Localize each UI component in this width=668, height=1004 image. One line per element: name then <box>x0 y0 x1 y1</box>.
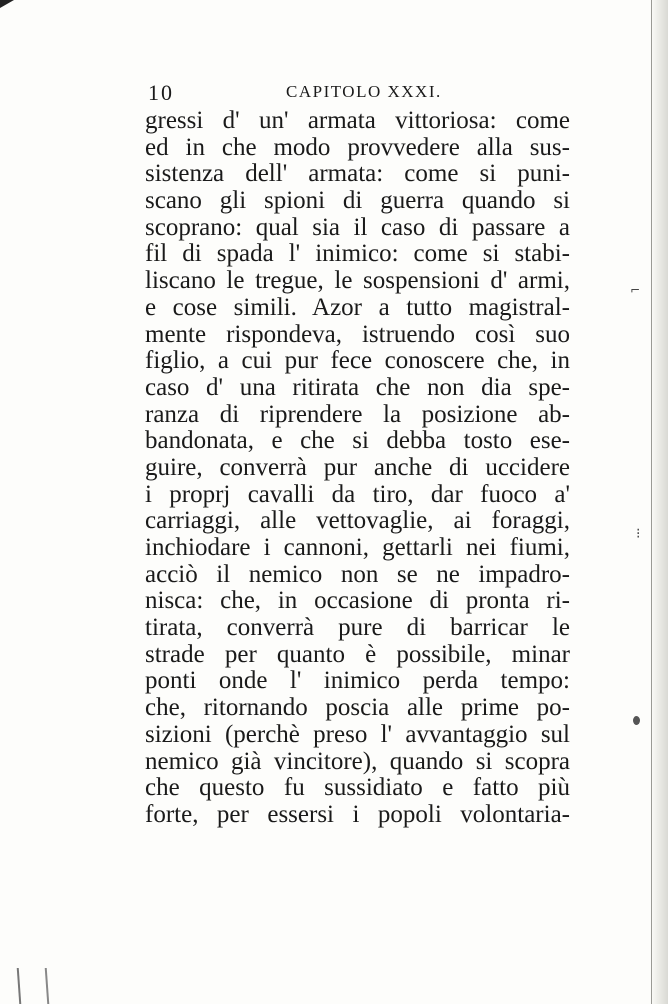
margin-smudge: ⌐ <box>630 283 641 297</box>
text-line: figlio, a cui pur fece conoscere che, in <box>145 348 570 375</box>
text-line: inchiodare i cannoni, gettarli nei fiumi, <box>145 535 570 561</box>
text-line: ranza di riprendere la posizione ab- <box>145 401 570 428</box>
text-line: guire, converrà pur anche di uccidere <box>145 454 570 481</box>
text-line: strade per quanto è possibile, minar <box>145 641 570 668</box>
page-number: 10 <box>148 80 174 105</box>
text-line: nisca: che, in occasione di pronta ri- <box>145 588 570 615</box>
text-line: tirata, converrà pure di barricar le <box>145 615 570 642</box>
text-line: scano gli spioni di guerra quando si <box>145 188 570 215</box>
ink-spot <box>633 716 640 725</box>
body-text <box>145 108 585 829</box>
margin-smudge: ⁝ <box>636 526 641 542</box>
binding-mark <box>17 968 50 1004</box>
text-line: bandonata, e che si debba tosto ese- <box>145 428 570 455</box>
text-line: acciò il nemico non se ne impadro- <box>145 561 570 588</box>
text-line: sizioni (perchè preso l' avvantaggio sul <box>145 721 570 748</box>
page-header <box>148 80 578 108</box>
text-line: carriaggi, alle vettovaglie, ai foraggi, <box>145 508 570 535</box>
text-line: fil di spada l' inimico: come si stabi- <box>145 241 570 268</box>
text-line: mente rispondeva, istruendo così suo <box>145 321 570 348</box>
text-line: liscano le tregue, le sospensioni d' armi, <box>145 268 570 295</box>
page-edge-shadow <box>650 0 668 1004</box>
text-line: gressi d' un' armata vittoriosa: come <box>145 108 570 134</box>
text-line: scoprano: qual sia il caso di passare a <box>145 214 570 241</box>
text-line: caso d' una ritirata che non dia spe- <box>145 374 570 401</box>
corner-mark <box>0 0 14 8</box>
text-line: sistenza dell' armata: come si puni- <box>145 161 570 188</box>
text-line: forte, per essersi i popoli volontaria- <box>145 801 570 828</box>
running-head: CAPITOLO XXXI. <box>286 82 442 101</box>
text-line: i proprj cavalli da tiro, dar fuoco a' <box>145 481 570 508</box>
page-edge-line <box>651 0 652 1004</box>
text-line: ed in che modo provvedere alla sus- <box>145 134 570 161</box>
text-line: e cose simili. Azor a tutto magistral- <box>145 294 570 321</box>
text-line: che, ritornando poscia alle prime po- <box>145 695 570 722</box>
text-line: nemico già vincitore), quando si scopra <box>145 748 570 775</box>
text-line: che questo fu sussidiato e fatto più <box>145 775 570 802</box>
text-line: ponti onde l' inimico perda tempo: <box>145 668 570 695</box>
